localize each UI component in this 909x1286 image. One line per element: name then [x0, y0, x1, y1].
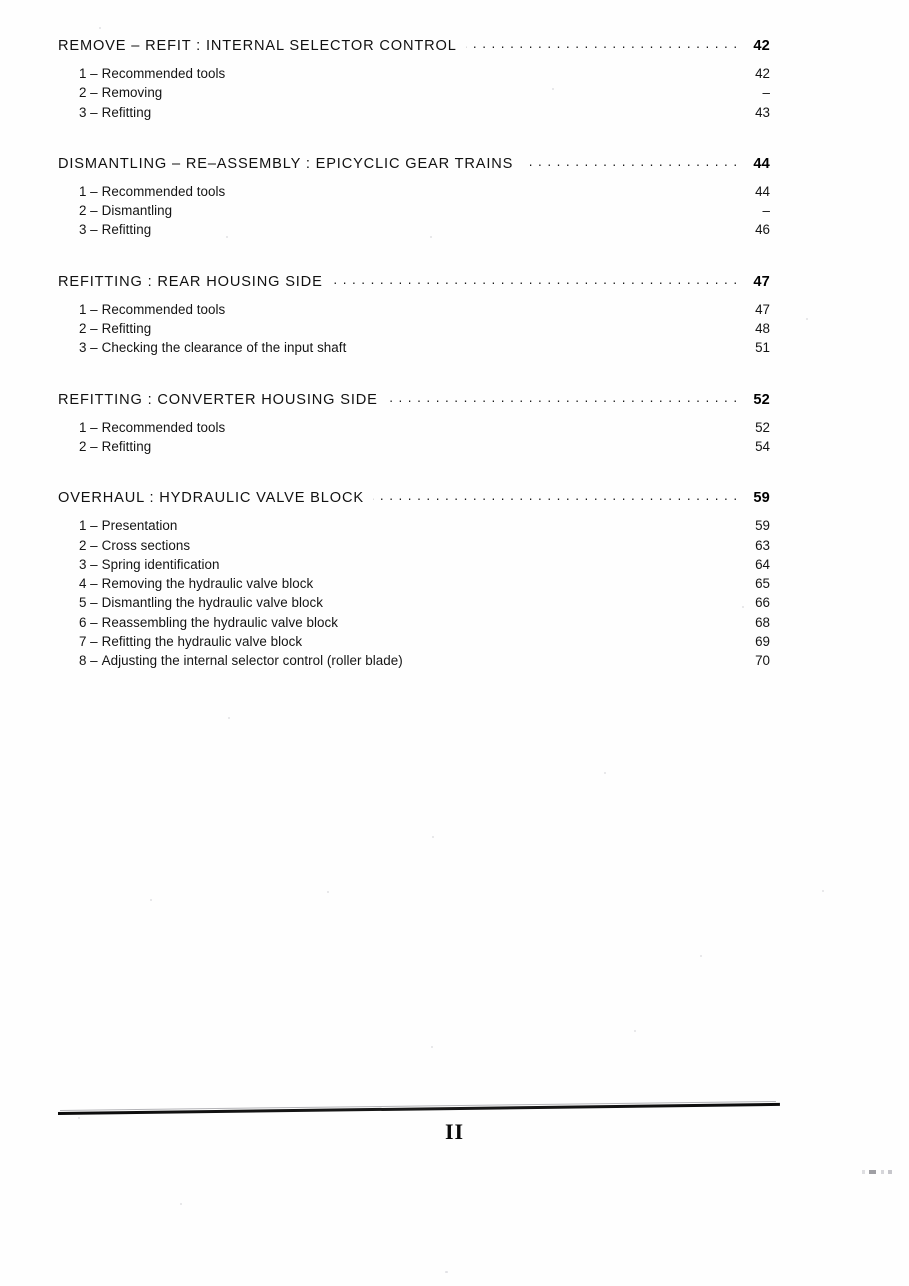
toc-subitem-page-number: 70: [755, 653, 770, 669]
toc-subitem-number: 3 –: [79, 340, 98, 356]
toc-section: [58, 388, 770, 459]
scan-speckle: [150, 899, 152, 901]
toc-subitem[interactable]: [79, 634, 770, 653]
toc-subitem-number: 2 –: [79, 438, 98, 454]
toc-subitem-label: Adjusting the internal selector control (roller blade): [101, 653, 403, 669]
toc-subitem[interactable]: [79, 518, 770, 537]
dot-leader: [466, 34, 738, 50]
toc-subitem-label: Refitting: [101, 104, 152, 120]
toc-section-heading[interactable]: [58, 34, 770, 54]
toc-subitem-page-number: –: [762, 85, 770, 101]
toc-subitem-number: 2 –: [79, 537, 98, 553]
toc-subitem-label: Checking the clearance of the input shaft: [101, 340, 347, 356]
toc-section-page-number: 52: [753, 391, 770, 408]
toc-subitem-label: Reassembling the hydraulic valve block: [101, 614, 338, 630]
toc-section-page-number: 47: [753, 273, 770, 290]
toc-subitem-number: 4 –: [79, 576, 98, 592]
toc-subitem-label: Spring identification: [101, 556, 220, 572]
scan-speckle: [822, 890, 824, 892]
toc-subitem[interactable]: [79, 321, 770, 340]
scan-artifact: [862, 1170, 892, 1174]
footer-page-number: II: [444, 1119, 465, 1144]
toc-subitem-label: Recommended tools: [101, 301, 226, 317]
toc-subitem-number: 2 –: [79, 85, 98, 101]
toc-section-page-number: 42: [753, 38, 770, 54]
toc-subitem-number: 1 –: [79, 66, 98, 81]
dot-leader: [332, 270, 738, 286]
toc-subitem-page-number: 43: [755, 104, 770, 120]
toc-subitem-number: 7 –: [79, 634, 98, 650]
toc-section-heading[interactable]: [58, 388, 770, 408]
toc-subitem[interactable]: [79, 222, 770, 241]
scan-speckle: [700, 955, 702, 957]
toc-section: [58, 270, 770, 360]
toc-subitem-number: 8 –: [79, 653, 98, 669]
toc-subitem-page-number: 59: [755, 518, 770, 534]
toc-subitem-page-number: 63: [755, 537, 770, 553]
toc-subitem-page-number: 52: [755, 419, 770, 435]
toc-section-title: OVERHAUL : HYDRAULIC VALVE BLOCK: [58, 490, 364, 507]
toc-subitem-number: 1 –: [79, 518, 98, 534]
toc-subitem-number: 5 –: [79, 595, 98, 611]
toc-subitem-label: Refitting the hydraulic valve block: [101, 634, 303, 650]
toc-subitem[interactable]: [79, 184, 770, 203]
dot-leader: [522, 152, 738, 168]
toc-subitem-number: 2 –: [79, 203, 98, 219]
toc-section-page-number: 44: [753, 155, 770, 172]
scan-speckle: [445, 1271, 448, 1273]
scan-speckle: [228, 717, 230, 719]
toc-subitem-label: Dismantling the hydraulic valve block: [101, 595, 324, 611]
toc-subitem-list: [58, 420, 770, 459]
toc-subitem-page-number: –: [762, 203, 770, 219]
toc-subitem-page-number: 44: [755, 183, 770, 199]
toc-subitem-page-number: 54: [755, 438, 770, 454]
scan-speckle: [327, 891, 329, 893]
toc-subitem[interactable]: [79, 538, 770, 557]
toc-subitem-number: 1 –: [79, 419, 98, 435]
toc-subitem-page-number: 51: [755, 340, 770, 356]
toc-subitem[interactable]: [79, 653, 770, 672]
toc-subitem-number: 1 –: [79, 183, 98, 199]
toc-subitem-page-number: 65: [755, 576, 770, 592]
toc-subitem-label: Refitting: [101, 438, 152, 454]
toc-subitem[interactable]: [79, 615, 770, 634]
toc-subitem-label: Removing the hydraulic valve block: [101, 576, 314, 592]
toc-subitem[interactable]: [79, 595, 770, 614]
toc-subitem-label: Cross sections: [101, 537, 191, 553]
scan-speckle: [180, 1203, 182, 1205]
toc-subitem-number: 6 –: [79, 614, 98, 630]
toc-subitem-page-number: 47: [755, 301, 770, 317]
toc-subitem-number: 1 –: [79, 301, 98, 317]
toc-subitem-number: 2 –: [79, 321, 98, 337]
toc-section-heading[interactable]: [58, 270, 770, 290]
toc-subitem-list: [58, 184, 770, 242]
toc-subitem-list: [58, 302, 770, 360]
toc-subitem-page-number: 66: [755, 595, 770, 611]
toc-subitem[interactable]: [79, 302, 770, 321]
toc-subitem-label: Refitting: [101, 222, 152, 238]
toc-subitem[interactable]: [79, 85, 770, 104]
dot-leader: [387, 388, 738, 404]
toc-section-heading[interactable]: [58, 486, 770, 506]
toc-subitem[interactable]: [79, 203, 770, 222]
toc-section-title: DISMANTLING – RE–ASSEMBLY : EPICYCLIC GEAR TRAINS: [58, 155, 514, 172]
toc-section: [58, 152, 770, 242]
toc-subitem-page-number: 46: [755, 222, 770, 238]
toc-subitem-label: Presentation: [101, 518, 178, 534]
toc-subitem-page-number: 64: [755, 556, 770, 572]
toc-subitem[interactable]: [79, 66, 770, 85]
table-of-contents: [58, 34, 770, 701]
scan-speckle: [99, 27, 101, 29]
scan-speckle: [431, 1046, 433, 1048]
toc-subitem-label: Dismantling: [101, 203, 173, 219]
toc-section-title: REFITTING : CONVERTER HOUSING SIDE: [58, 391, 378, 408]
scan-speckle: [604, 772, 606, 774]
toc-subitem-number: 3 –: [79, 222, 98, 238]
toc-subitem[interactable]: [79, 439, 770, 458]
toc-subitem[interactable]: [79, 576, 770, 595]
toc-section-title: REFITTING : REAR HOUSING SIDE: [58, 273, 323, 290]
scan-speckle: [806, 318, 808, 320]
toc-subitem-list: [58, 66, 770, 124]
toc-subitem[interactable]: [79, 420, 770, 439]
toc-section: [58, 486, 770, 672]
toc-subitem[interactable]: [79, 557, 770, 576]
toc-section: [58, 34, 770, 124]
toc-subitem-label: Recommended tools: [101, 66, 226, 81]
toc-subitem-label: Refitting: [101, 321, 152, 337]
scan-speckle: [634, 1030, 636, 1032]
toc-section-page-number: 59: [753, 490, 770, 507]
toc-subitem-page-number: 68: [755, 614, 770, 630]
dot-leader: [373, 486, 738, 502]
toc-subitem-label: Recommended tools: [101, 183, 226, 199]
toc-subitem-number: 3 –: [79, 104, 98, 120]
scan-speckle: [432, 836, 434, 838]
toc-subitem-number: 3 –: [79, 556, 98, 572]
toc-subitem-label: Recommended tools: [101, 419, 226, 435]
toc-subitem[interactable]: [79, 340, 770, 359]
toc-subitem-label: Removing: [101, 85, 163, 101]
toc-subitem-page-number: 48: [755, 321, 770, 337]
toc-section-heading[interactable]: [58, 152, 770, 172]
toc-subitem-page-number: 42: [755, 66, 770, 81]
toc-section-title: REMOVE – REFIT : INTERNAL SELECTOR CONTROL: [58, 38, 457, 54]
toc-subitem[interactable]: [79, 105, 770, 124]
toc-subitem-list: [58, 518, 770, 672]
toc-subitem-page-number: 69: [755, 634, 770, 650]
